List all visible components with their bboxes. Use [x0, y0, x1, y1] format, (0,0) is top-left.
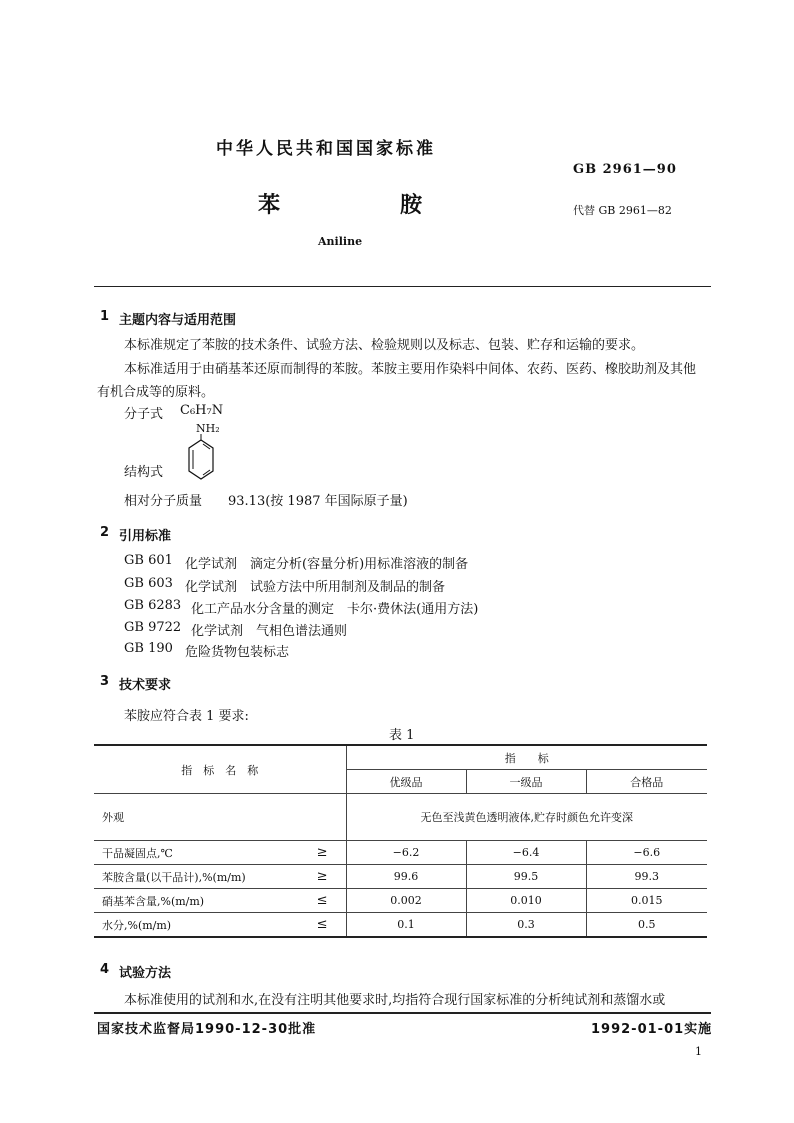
structure-label: 结构式	[124, 465, 164, 480]
ref-text: 化学试剂 气相色谱法通则	[191, 624, 348, 639]
standard-number: GB 2961—90	[573, 162, 677, 177]
ref-text: 化工产品水分含量的测定 卡尔·费休法(通用方法)	[191, 602, 479, 617]
ref-text: 化学试剂 试验方法中所用制剂及制品的制备	[185, 580, 446, 595]
appearance-value: 无色至浅黄色透明液体,贮存时颜色允许变深	[346, 794, 707, 841]
replaces-note: 代替 GB 2961—82	[573, 204, 672, 217]
row-name: 苯胺含量(以干品计),%(m/m)	[102, 870, 246, 884]
row-value: 0.1	[346, 913, 466, 938]
row-value: −6.2	[346, 841, 466, 865]
row-value: 0.010	[466, 889, 586, 913]
nh2-label: NH₂	[196, 422, 220, 435]
grade-header: 一级品	[466, 770, 586, 794]
section2-title: 引用标准	[119, 529, 172, 544]
title-char-2: 胺	[400, 193, 423, 218]
national-standard-heading: 中华人民共和国国家标准	[216, 139, 436, 159]
row-symbol: ≤	[316, 892, 328, 908]
row-value: −6.6	[586, 841, 707, 865]
section4-para: 本标准使用的试剂和水,在没有注明其他要求时,均指符合现行国家标准的分析纯试剂和蒸馏水或	[124, 993, 666, 1008]
table-caption: 表 1	[389, 728, 415, 743]
spec-table	[94, 744, 707, 938]
ref-code: GB 603	[124, 576, 173, 591]
ref-code: GB 601	[124, 553, 173, 568]
row-value: −6.4	[466, 841, 586, 865]
ref-code: GB 9722	[124, 620, 182, 635]
section4-number: 4	[100, 962, 110, 977]
formula-label: 分子式	[124, 407, 164, 422]
section1-title: 主题内容与适用范围	[119, 313, 237, 328]
row-value: 0.002	[346, 889, 466, 913]
column-header-spec: 指 标	[346, 745, 707, 770]
row-value: 0.5	[586, 913, 707, 938]
formula-value: C₆H₇N	[180, 403, 224, 418]
table-row	[94, 889, 707, 913]
section1-para2-line2: 有机合成等的原料。	[97, 385, 215, 400]
section4-title: 试验方法	[119, 966, 172, 981]
row-symbol: ≥	[316, 868, 328, 884]
ref-code: GB 6283	[124, 598, 182, 613]
row-symbol: ≤	[316, 916, 328, 932]
section3-number: 3	[100, 674, 110, 689]
ref-text: 危险货物包装标志	[185, 645, 290, 660]
header-divider	[94, 286, 711, 287]
mass-value: 93.13(按 1987 年国际原子量)	[228, 494, 408, 509]
ref-text: 化学试剂 滴定分析(容量分析)用标准溶液的制备	[185, 557, 469, 572]
grade-header: 优级品	[346, 770, 466, 794]
implementation-date: 1992-01-01实施	[591, 1022, 713, 1037]
row-value: 99.6	[346, 865, 466, 889]
row-name: 水分,%(m/m)	[102, 918, 172, 932]
section1-number: 1	[100, 309, 110, 324]
section3-title: 技术要求	[119, 678, 172, 693]
benzene-ring-icon	[186, 434, 216, 486]
title-char-1: 苯	[258, 193, 281, 218]
row-name: 硝基苯含量,%(m/m)	[102, 894, 205, 908]
table-intro: 苯胺应符合表 1 要求:	[124, 709, 249, 724]
row-value: 0.015	[586, 889, 707, 913]
table-row	[94, 913, 707, 938]
table-row	[94, 841, 707, 865]
approval-note: 国家技术监督局1990-12-30批准	[97, 1022, 317, 1037]
appearance-label: 外观	[94, 794, 346, 841]
ref-code: GB 190	[124, 641, 173, 656]
row-name: 干品凝固点,℃	[102, 846, 173, 860]
row-value: 0.3	[466, 913, 586, 938]
section1-para1: 本标准规定了苯胺的技术条件、试验方法、检验规则以及标志、包装、贮存和运输的要求。	[124, 338, 645, 353]
table-row	[94, 865, 707, 889]
footer-divider	[94, 1012, 711, 1014]
mass-label: 相对分子质量	[124, 494, 203, 509]
page-number: 1	[695, 1045, 702, 1058]
english-title: Aniline	[318, 235, 363, 248]
row-value: 99.3	[586, 865, 707, 889]
row-value: 99.5	[466, 865, 586, 889]
section2-number: 2	[100, 525, 110, 540]
row-symbol: ≥	[316, 844, 328, 860]
grade-header: 合格品	[586, 770, 707, 794]
column-header-name: 指 标 名 称	[94, 745, 346, 794]
section1-para2-line1: 本标准适用于由硝基苯还原而制得的苯胺。苯胺主要用作染料中间体、农药、医药、橡胶助剂及其他	[124, 362, 697, 377]
